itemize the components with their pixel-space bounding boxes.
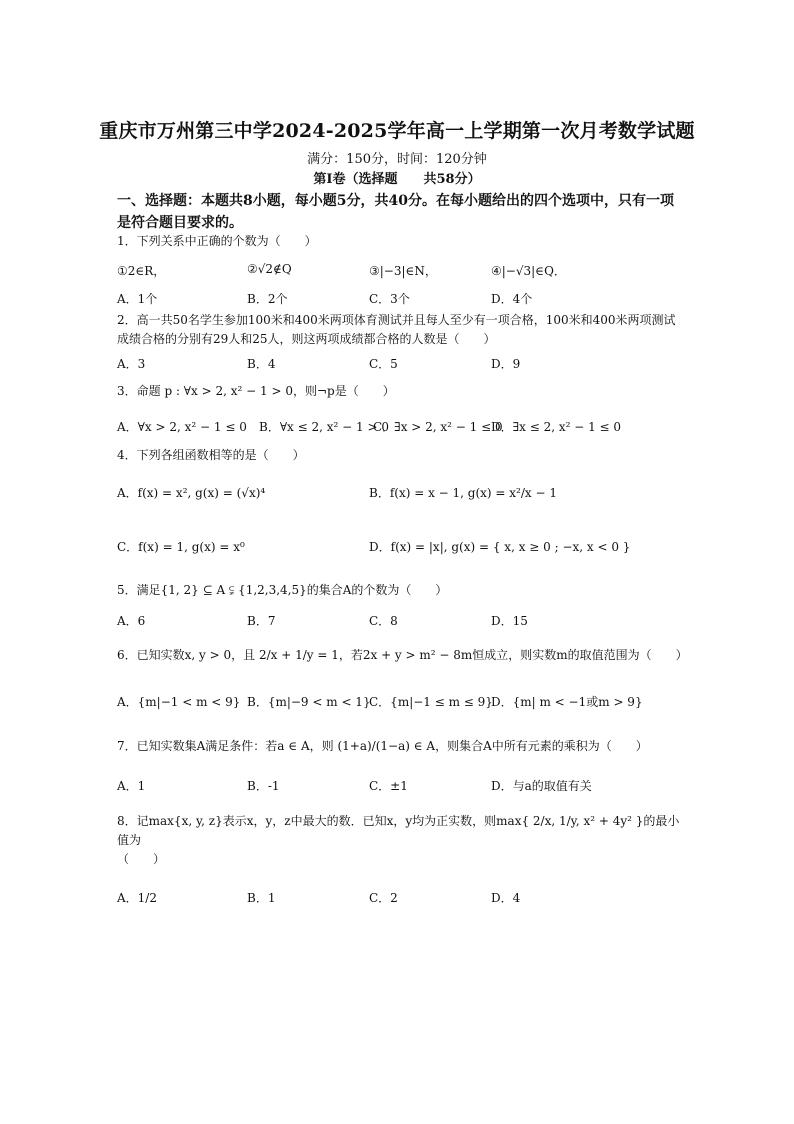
q7-option-a: A．1: [117, 779, 146, 793]
volume-heading: 第Ⅰ卷（选择题 共58分）: [313, 172, 481, 187]
question-2-stem: 2．高一共50名学生参加100米和400米两项体育测试并且每人至少有一项合格，100米和400米两项测试成绩合格的分别有29人和25人，则这两项成绩都合格的人数是（ ）: [117, 313, 676, 346]
q3-option-b: B．∀x ≤ 2, x² − 1 > 0: [259, 420, 389, 434]
question-8-stem-cont: （ ）: [117, 852, 166, 866]
q1-option-d: D．4个: [491, 292, 533, 306]
q6-option-d: D．{m| m < −1或m > 9}: [491, 695, 643, 709]
question-4-stem: 4．下列各组函数相等的是（ ）: [117, 448, 305, 462]
q8-option-c: C．2: [369, 891, 398, 905]
q4-option-c: C．f(x) = 1, g(x) = x⁰: [117, 540, 245, 554]
question-6-options: [117, 693, 687, 713]
q1-item-2: ②√2∉Q: [247, 262, 292, 276]
question-3-stem: 3．命题 p : ∀x > 2, x² − 1 > 0，则¬p是（ ）: [117, 384, 395, 398]
q7-option-b: B．-1: [247, 779, 280, 793]
q4-option-d: D．f(x) = |x|, g(x) = { x, x ≥ 0 ; −x, x < 0 }: [369, 540, 631, 554]
q6-option-a: A．{m|−1 < m < 9}: [117, 695, 241, 709]
q3-option-d: D．∃x ≤ 2, x² − 1 ≤ 0: [491, 420, 622, 434]
q2-option-c: C．5: [369, 357, 398, 371]
question-5-stem: 5．满足{1, 2} ⊆ A ⫋ {1,2,3,4,5}的集合A的个数为（ ）: [117, 583, 448, 597]
q2-option-a: A．3: [117, 357, 146, 371]
question-7-stem: 7．已知实数集A满足条件：若a ∈ A，则 (1+a)/(1−a) ∈ A，则集合A中所有元素的乘积为（ ）: [117, 739, 648, 753]
section-heading: 一、选择题：本题共8小题，每小题5分，共40分。在每小题给出的四个选项中，只有一项是符合题目要求的。: [117, 193, 674, 231]
q8-option-d: D．4: [491, 891, 521, 905]
q6-option-b: B．{m|−9 < m < 1}: [247, 695, 371, 709]
question-1-options: [117, 290, 687, 310]
question-3-options: [117, 418, 687, 438]
q5-option-c: C．8: [369, 614, 398, 628]
q5-option-a: A．6: [117, 614, 146, 628]
q1-item-3: ③|−3|∈N，: [369, 264, 437, 278]
q3-option-c: C．∃x > 2, x² − 1 ≤ 0: [373, 420, 503, 434]
question-5-options: [117, 612, 687, 632]
q6-option-c: C．{m|−1 ≤ m ≤ 9}: [369, 695, 493, 709]
q1-item-4: ④|−√3|∈Q．: [491, 264, 566, 278]
q2-option-d: D．9: [491, 357, 521, 371]
question-6-stem: 6．已知实数x, y > 0，且 2/x + 1/y = 1，若2x + y > m² − 8m恒成立，则实数m的取值范围为（ ）: [117, 648, 688, 662]
question-1-items: [117, 262, 687, 282]
q1-option-a: A．1个: [117, 292, 158, 306]
q1-item-1: ①2∈R，: [117, 264, 166, 278]
question-1-stem: 1．下列关系中正确的个数为（ ）: [117, 234, 317, 248]
question-2-options: [117, 355, 687, 375]
question-8-stem: 8．记max{x, y, z}表示x，y，z中最大的数．已知x，y均为正实数，则max{ 2/x, 1/y, x² + 4y² }的最小值为: [117, 814, 680, 847]
q7-option-d: D．与a的取值有关: [491, 779, 592, 793]
q5-option-b: B．7: [247, 614, 276, 628]
q8-option-a: A．1/2: [117, 891, 157, 905]
q1-option-b: B．2个: [247, 292, 288, 306]
q5-option-d: D．15: [491, 614, 528, 628]
question-4-options-row1: [117, 484, 687, 504]
q4-option-b: B．f(x) = x − 1, g(x) = x²/x − 1: [369, 486, 557, 500]
question-7-options: [117, 777, 687, 797]
q7-option-c: C．±1: [369, 779, 408, 793]
q2-option-b: B．4: [247, 357, 276, 371]
exam-title: 重庆市万州第三中学2024-2025学年高一上学期第一次月考数学试题: [99, 120, 695, 142]
q4-option-a: A．f(x) = x², g(x) = (√x)⁴: [117, 486, 266, 500]
exam-meta: 满分：150分，时间：120分钟: [307, 152, 487, 167]
q1-option-c: C．3个: [369, 292, 410, 306]
q8-option-b: B．1: [247, 891, 276, 905]
question-4-options-row2: [117, 538, 687, 558]
question-8-options: [117, 889, 687, 909]
q3-option-a: A．∀x > 2, x² − 1 ≤ 0: [117, 420, 247, 434]
